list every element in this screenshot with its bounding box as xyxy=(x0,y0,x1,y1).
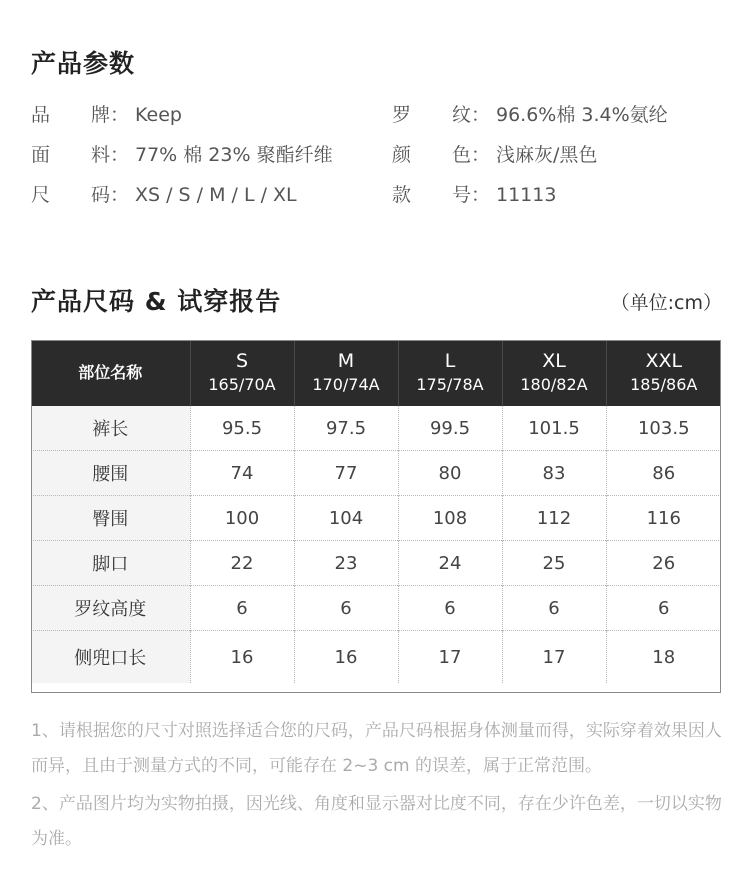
row-label: 侧兜口长 xyxy=(31,631,190,684)
table-cell: 23 xyxy=(294,541,398,586)
table-row xyxy=(31,586,721,631)
param-value: 77% 棉 23% 聚酯纤维 xyxy=(135,144,333,166)
table-cell: 104 xyxy=(294,496,398,541)
table-cell: 17 xyxy=(398,631,502,684)
table-cell: 103.5 xyxy=(606,406,721,451)
size-table xyxy=(31,340,721,683)
table-cell: 101.5 xyxy=(502,406,606,451)
table-cell: 25 xyxy=(502,541,606,586)
table-cell: 16 xyxy=(190,631,294,684)
table-cell: 24 xyxy=(398,541,502,586)
product-params-title: 产品参数 xyxy=(31,49,136,78)
unit-label: （单位:cm） xyxy=(610,292,722,314)
table-cell: 83 xyxy=(502,451,606,496)
row-label: 腰围 xyxy=(31,451,190,496)
table-cell: 112 xyxy=(502,496,606,541)
table-cell: 18 xyxy=(606,631,721,684)
header-size: M 170/74A xyxy=(294,340,398,406)
table-cell: 116 xyxy=(606,496,721,541)
table-cell: 6 xyxy=(606,586,721,631)
table-cell: 95.5 xyxy=(190,406,294,451)
header-size: L 175/78A xyxy=(398,340,502,406)
header-part-name: 部位名称 xyxy=(31,340,190,406)
table-cell: 100 xyxy=(190,496,294,541)
size-report-title: 产品尺码 & 试穿报告 xyxy=(31,287,282,316)
table-cell: 80 xyxy=(398,451,502,496)
table-cell: 74 xyxy=(190,451,294,496)
param-value: XS / S / M / L / XL xyxy=(135,184,297,206)
param-value: Keep xyxy=(135,104,182,126)
table-cell: 6 xyxy=(294,586,398,631)
param-value: 96.6%棉 3.4%氨纶 xyxy=(496,104,668,126)
table-row xyxy=(31,406,721,451)
table-cell: 22 xyxy=(190,541,294,586)
param-value: 11113 xyxy=(496,184,557,206)
header-size: S 165/70A xyxy=(190,340,294,406)
table-cell: 6 xyxy=(190,586,294,631)
table-cell: 108 xyxy=(398,496,502,541)
table-row xyxy=(31,496,721,541)
table-cell: 6 xyxy=(502,586,606,631)
table-cell: 86 xyxy=(606,451,721,496)
header-size: XXL 185/86A xyxy=(606,340,721,406)
row-label: 脚口 xyxy=(31,541,190,586)
param-value: 浅麻灰/黑色 xyxy=(496,144,598,166)
table-cell: 16 xyxy=(294,631,398,684)
table-row xyxy=(31,451,721,496)
table-cell: 6 xyxy=(398,586,502,631)
table-row xyxy=(31,541,721,586)
size-table-header xyxy=(31,340,721,406)
table-cell: 17 xyxy=(502,631,606,684)
note-2: 2、产品图片均为实物拍摄，因光线、角度和显示器对比度不同，存在少许色差，一切以实物为准。 xyxy=(31,794,722,849)
header-size: XL 180/82A xyxy=(502,340,606,406)
row-label: 罗纹高度 xyxy=(31,586,190,631)
table-cell: 26 xyxy=(606,541,721,586)
table-cell: 77 xyxy=(294,451,398,496)
table-cell: 97.5 xyxy=(294,406,398,451)
row-label: 臀围 xyxy=(31,496,190,541)
note-1: 1、请根据您的尺寸对照选择适合您的尺码，产品尺码根据身体测量而得，实际穿着效果因人而异，且由于测量方式的不同，可能存在 2~3 cm 的误差，属于正常范围。 xyxy=(31,721,722,776)
table-cell: 99.5 xyxy=(398,406,502,451)
row-label: 裤长 xyxy=(31,406,190,451)
table-row xyxy=(31,631,721,684)
